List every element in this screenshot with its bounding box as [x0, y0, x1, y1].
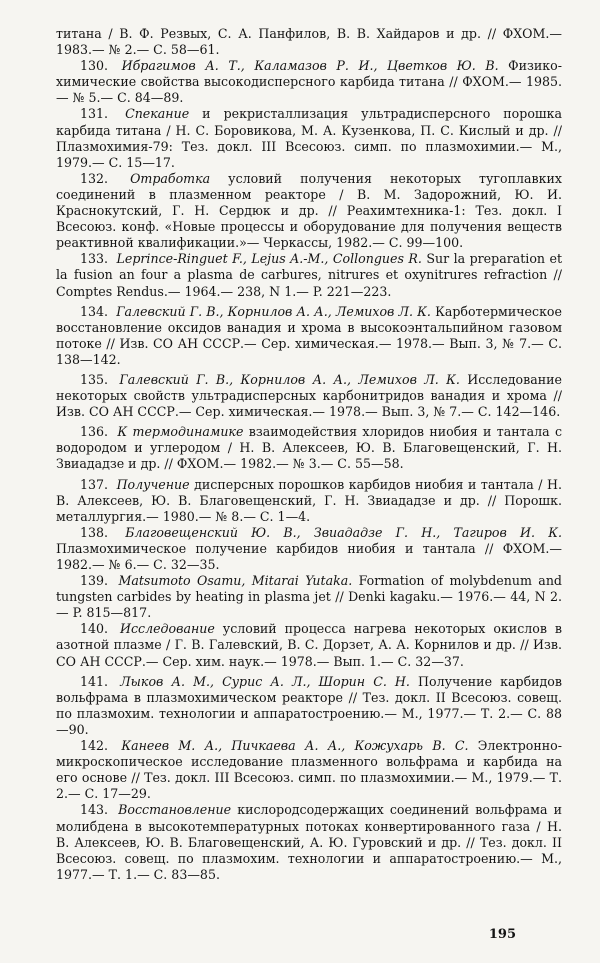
reference-number: 143.	[80, 802, 109, 818]
reference-number: 136.	[80, 424, 109, 440]
reference-authors: Канеев М. А., Пичкаева А. А., Кожухарь В. С.	[121, 738, 469, 754]
reference-entry	[56, 304, 562, 368]
reference-list	[56, 26, 562, 883]
reference-number: 138.	[80, 524, 109, 540]
reference-number: 141.	[80, 673, 109, 689]
reference-entry	[56, 738, 562, 802]
reference-number: 135.	[80, 371, 109, 387]
reference-text: Получение карбидов вольфрама в плазмохимическом реакторе // Тез. докл. II Всесоюз. совещ. по плазмохим. технологии и аппаратостроению.— М., 1977.— Т. 2.— С. 88—90.	[56, 673, 562, 737]
reference-entry	[56, 573, 562, 621]
reference-text: дисперсных порошков карбидов ниобия и тантала / Н. В. Алексеев, Ю. В. Благовещенский, Г. Н. Звиададзе и др. // Порошк. металлургия.— 1980.— № 8.— С. 1—4.	[56, 476, 562, 524]
reference-number: 131.	[80, 106, 109, 122]
reference-title: К термодинамике	[117, 424, 244, 440]
reference-text: Карботермическое восстановление оксидов ванадия и хрома в высокоэнтальпийном газовом потоке // Изв. СО АН СССР.— Сер. химическая.— 1978.— Вып. 3, № 7.— С. 138—142.	[56, 303, 562, 367]
page-number: 195	[488, 927, 516, 942]
reference-entry	[56, 621, 562, 669]
reference-authors: Лыков А. М., Сурис А. Л., Шорин С. Н.	[120, 673, 410, 689]
reference-entry	[56, 525, 562, 573]
reference-number: 137.	[80, 476, 109, 492]
reference-entry	[56, 424, 562, 472]
reference-text: взаимодействия хлоридов ниобия и тантала с водородом и углеродом / Н. В. Алексеев, Ю. В. Благовещенский, Г. Н. Звиададзе и др. // ФХОМ.— 1982.— № 3.— С. 55—58.	[56, 424, 562, 472]
reference-text: условий получения некоторых тугоплавких соединений в плазменном реакторе / В. М. Задорожний, Ю. И. Краснокутский, Г. Н. Сердюк и др. // Реахимтехника-1: Тез. докл. I Всесоюз. конф. «Новые процессы и оборудование для получения веществ реактивной квалификации.»— Черкассы, 1982.— С. 99—100.	[56, 170, 562, 251]
reference-authors: Галевский Г. В., Корнилов А. А., Лемихов Л. К.	[116, 303, 431, 319]
reference-authors: Ибрагимов А. Т., Каламазов Р. И., Цветков Ю. В.	[121, 58, 499, 74]
reference-text: титана / В. Ф. Резвых, С. А. Панфилов, В. В. Хайдаров и др. // ФХОМ.— 1983.— № 2.— С. 58—61.	[56, 26, 562, 58]
reference-authors: Благовещенский Ю. В., Звиададзе Г. Н., Тагиров И. К.	[125, 524, 562, 540]
reference-title: Спекание	[125, 106, 190, 122]
reference-text: Sur la preparation et la fusion an four a plasma de carbures, nitrures et oxynitrures refraction // Comptes Rendus.— 1964.— 238, N 1.— P. 221—223.	[56, 251, 562, 299]
reference-title: Получение	[116, 476, 190, 492]
reference-text: и рекристаллизация ультрадисперсного порошка карбида титана / Н. С. Боровикова, М. А. Кузенкова, П. С. Кислый и др. // Плазмохимия-79: Тез. докл. III Всесоюз. симп. по плазмохимии.— М., 1979.— С. 15—17.	[56, 106, 562, 170]
reference-number: 142.	[80, 738, 109, 754]
reference-number: 132.	[80, 170, 109, 186]
reference-text: Физико-химические свойства высокодисперсного карбида титана // ФХОМ.— 1985.— № 5.— С. 84—89.	[56, 58, 562, 106]
reference-text: Электронно-микроскопическое исследование плазменного вольфрама и карбида на его основе // Тез. докл. III Всесоюз. симп. по плазмохимии.— М., 1979.— Т. 2.— С. 17—29.	[56, 738, 562, 802]
reference-entry	[56, 26, 562, 58]
reference-number: 139.	[80, 573, 109, 589]
reference-text: Исследование некоторых свойств ультрадисперсных карбонитридов ванадия и хрома // Изв. СО АН СССР.— Сер. химическая.— 1978.— Вып. 3, № 7.— С. 142—146.	[56, 371, 562, 420]
reference-entry	[56, 58, 562, 106]
reference-entry	[56, 106, 562, 170]
reference-text: условий процесса нагрева некоторых окислов в азотной плазме / Г. В. Галевский, В. С. Дорзет, А. А. Корнилов и др. // Изв. СО АН СССР.— Сер. хим. наук.— 1978.— Вып. 1.— С. 32—37.	[56, 621, 562, 669]
reference-title: Исследование	[120, 621, 215, 637]
reference-entry	[56, 802, 562, 882]
reference-authors: Matsumoto Osamu, Mitarai Yutaka.	[118, 573, 353, 589]
reference-number: 140.	[80, 621, 109, 637]
reference-title: Восстановление	[118, 802, 232, 818]
reference-text: Formation of molybdenum and tungsten carbides by heating in plasma jet // Denki kagaku.— 1976.— 44, N 2.— P. 815—817.	[56, 573, 562, 621]
reference-authors: Leprince-Ringuet F., Lejus A.-M., Collongues R.	[116, 251, 422, 267]
reference-text: Плазмохимическое получение карбидов ниобия и тантала // ФХОМ.— 1982.— № 6.— С. 32—35.	[56, 540, 562, 572]
reference-title: Отработка	[130, 170, 211, 186]
reference-entry	[56, 674, 562, 738]
reference-entry	[56, 251, 562, 299]
reference-text: кислородсодержащих соединений вольфрама и молибдена в высокотемпературных потоках конвертированного газа / Н. В. Алексеев, Ю. В. Благовещенский, А. Ю. Гуровский и др. // Тез. докл. II Всесоюз. совещ. по плазмохим. технологии и аппаратостроению.— М., 1977.— Т. 1.— С. 83—85.	[56, 802, 562, 882]
reference-entry	[56, 372, 562, 420]
reference-number: 130.	[80, 58, 109, 74]
reference-authors: Галевский Г. В., Корнилов А. А., Лемихов Л. К.	[119, 371, 460, 387]
reference-entry	[56, 171, 562, 251]
reference-number: 134.	[80, 303, 109, 319]
reference-entry	[56, 477, 562, 525]
reference-number: 133.	[80, 251, 109, 267]
